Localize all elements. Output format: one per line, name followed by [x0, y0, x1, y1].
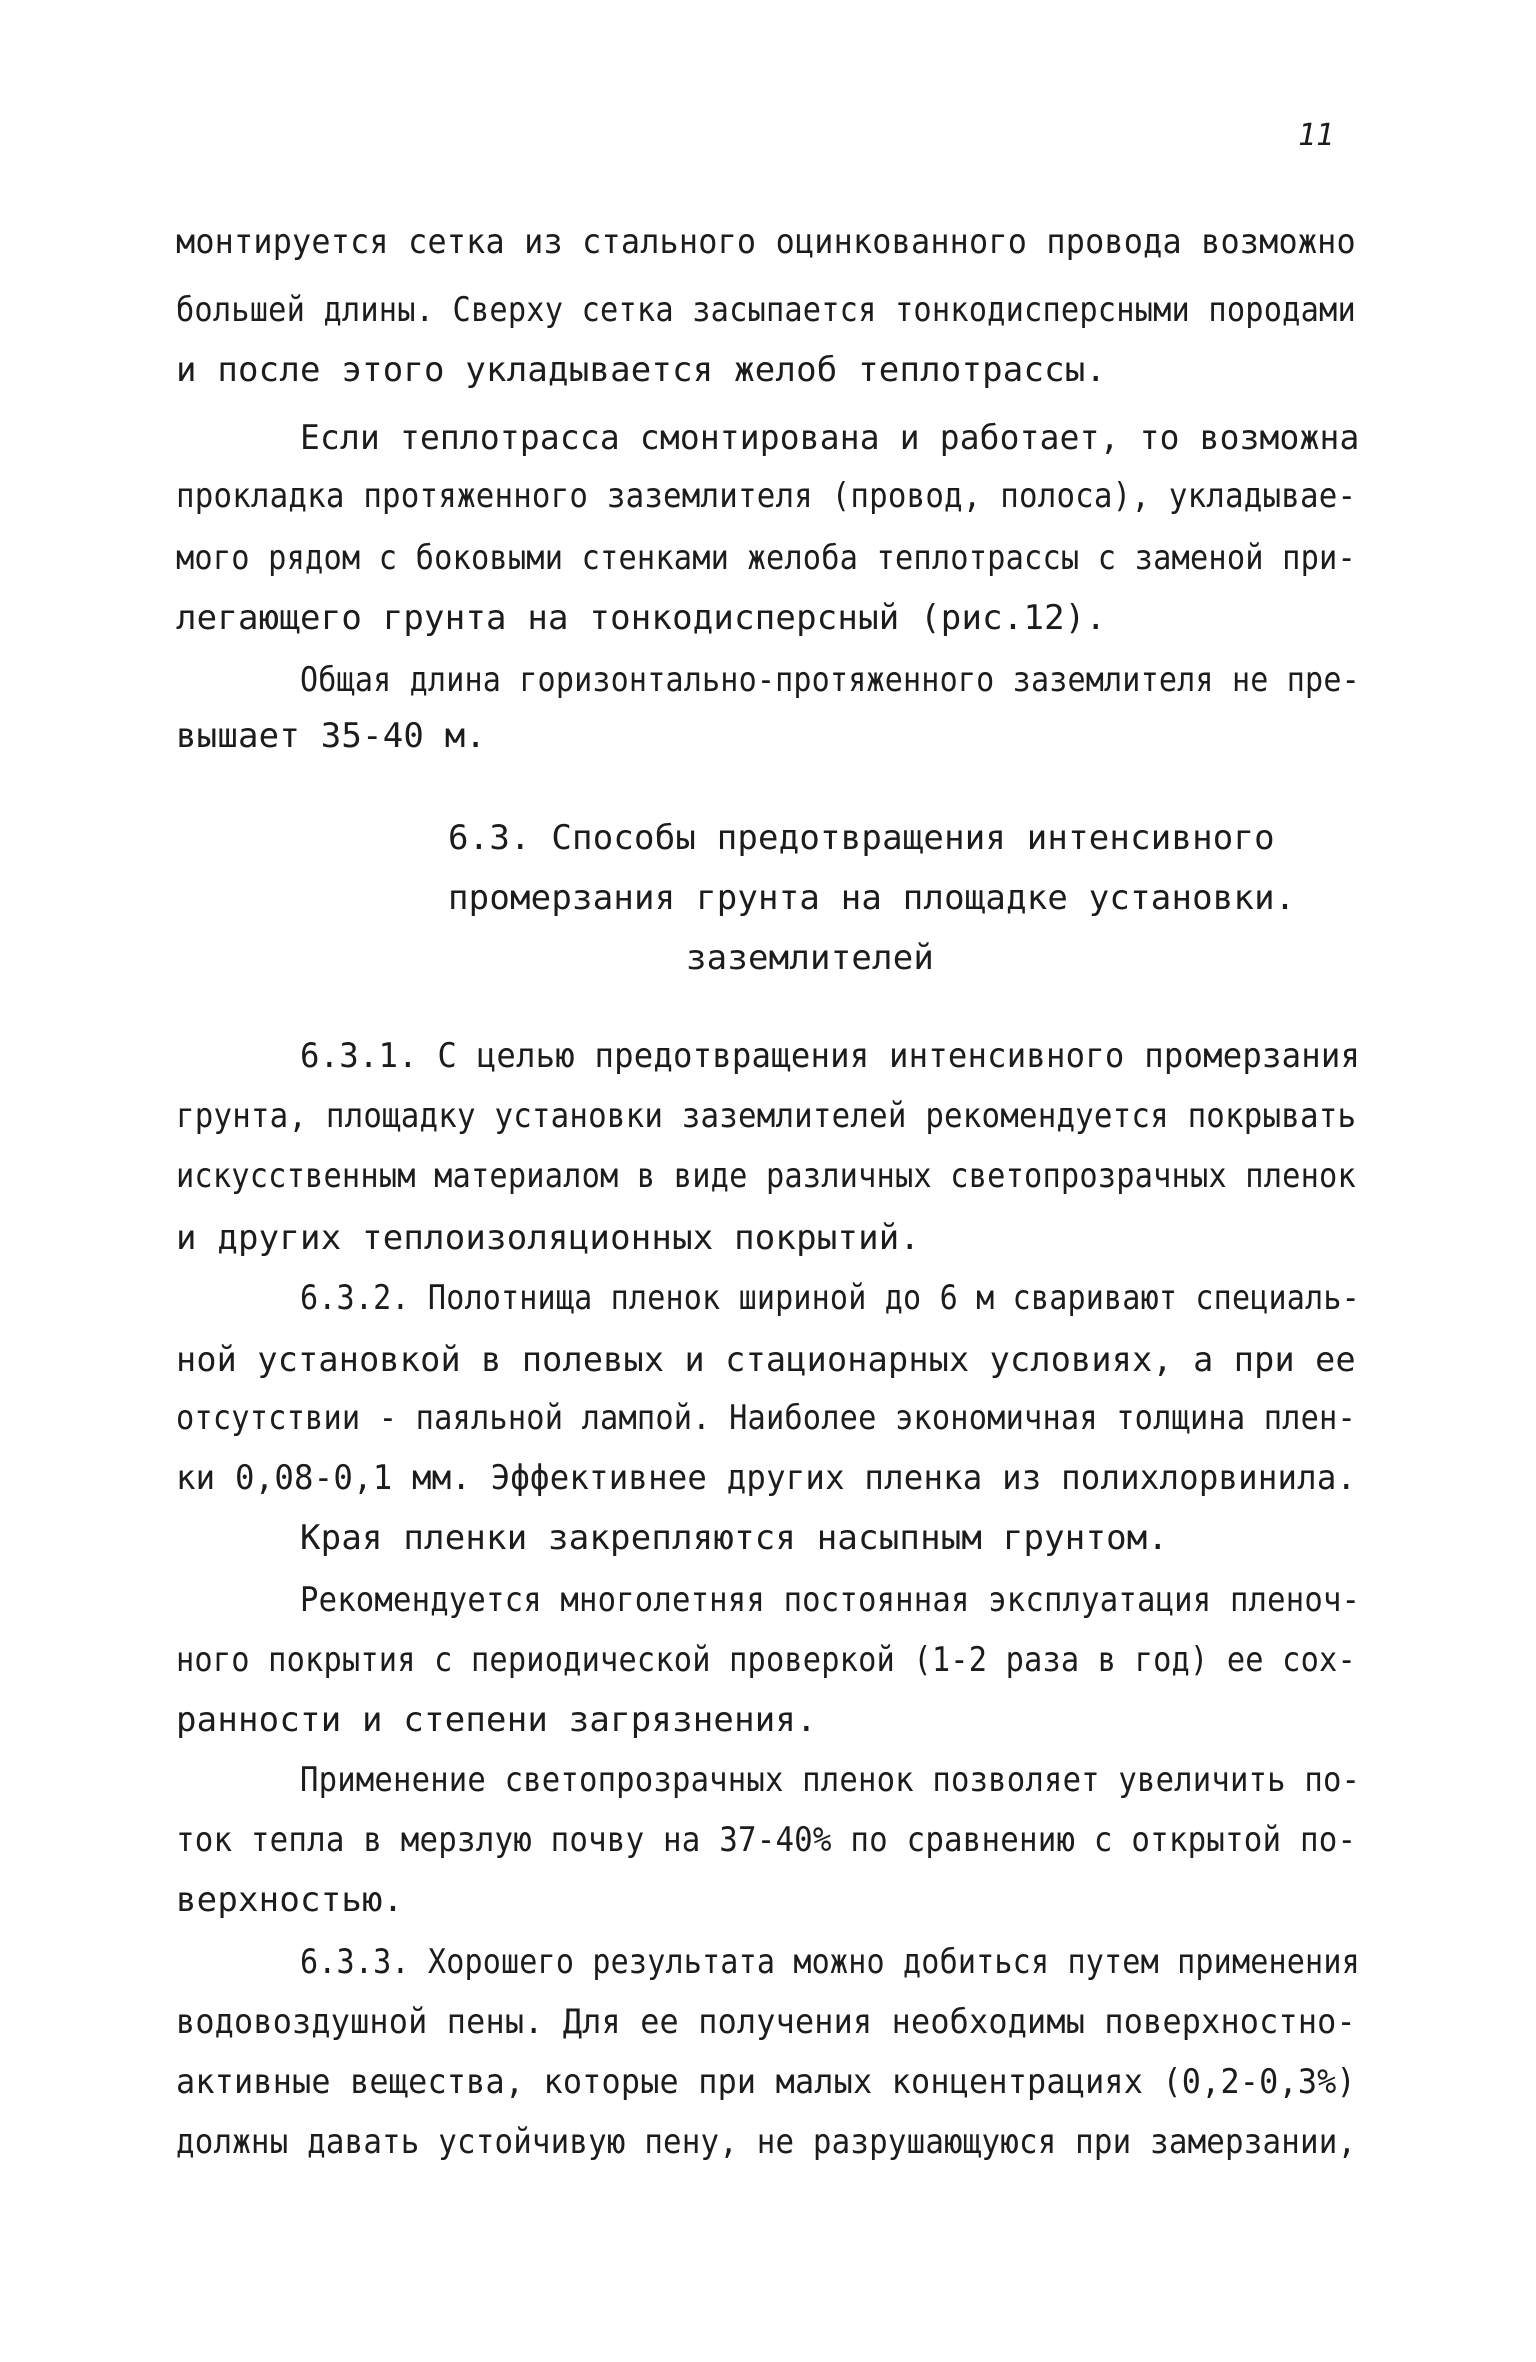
text-line: большей длины. Сверху сетка засыпается тонкодисперсными породами [176, 290, 1356, 330]
text-line: легающего грунта на тонкодисперсный (рис.12). [176, 598, 1107, 638]
text-line: должны давать устойчивую пену, не разрушающуюся при замерзании, [176, 2122, 1357, 2162]
text-line: 6.3.2. Полотнища пленок шириной до 6 м сваривают специаль- [300, 1278, 1360, 1318]
text-line: Рекомендуется многолетняя постоянная эксплуатация пленоч- [300, 1580, 1361, 1620]
text-line: и других теплоизоляционных покрытий. [176, 1218, 921, 1258]
text-line: Если теплотрасса смонтирована и работает, то возможна [300, 418, 1360, 458]
text-line: ранности и степени загрязнения. [176, 1700, 817, 1740]
page-number: 11 [1298, 118, 1335, 153]
section-heading: промерзания грунта на площадке установки. [448, 878, 1296, 918]
section-heading: заземлителей [686, 938, 935, 978]
text-line: 6.3.3. Хорошего результата можно добиться путем применения [300, 1942, 1360, 1982]
text-line: вышает 35-40 м. [176, 716, 487, 756]
text-line: Применение светопрозрачных пленок позволяет увеличить по- [300, 1760, 1361, 1800]
text-line: Общая длина горизонтально-протяженного заземлителя не пре- [300, 660, 1360, 700]
text-line: мого рядом с боковыми стенками желоба теплотрассы с заменой при- [176, 538, 1356, 578]
text-line: активные вещества, которые при малых концентрациях (0,2-0,3%) [176, 2062, 1356, 2102]
text-line: верхностью. [176, 1880, 404, 1920]
text-line: искусственным материалом в виде различных светопрозрачных пленок [176, 1156, 1356, 1196]
text-line: и после этого укладывается желоб теплотрассы. [176, 350, 1107, 390]
text-line: прокладка протяженного заземлителя (провод, полоса), укладывае- [176, 476, 1357, 516]
text-line: грунта, площадку установки заземлителей рекомендуется покрывать [176, 1096, 1357, 1136]
text-line: Края пленки закрепляются насыпным грунтом. [300, 1518, 1169, 1558]
text-line: отсутствии - паяльной лампой. Наиболее экономичная толщина плен- [176, 1398, 1356, 1438]
text-line: монтируется сетка из стального оцинкованного провода возможно [176, 222, 1356, 262]
text-line: водовоздушной пены. Для ее получения необходимы поверхностно- [176, 2002, 1356, 2042]
section-heading: 6.3. Способы предотвращения интенсивного [448, 818, 1275, 858]
text-line: ной установкой в полевых и стационарных условиях, а при ее [176, 1340, 1356, 1380]
text-line: ки 0,08-0,1 мм. Эффективнее других пленка из полихлорвинила. [176, 1458, 1357, 1498]
text-line: ток тепла в мерзлую почву на 37-40% по сравнению с открытой по- [176, 1820, 1357, 1860]
text-line: ного покрытия с периодической проверкой (1-2 раза в год) ее сох- [176, 1640, 1356, 1680]
text-line: 6.3.1. С целью предотвращения интенсивного промерзания [300, 1036, 1361, 1076]
